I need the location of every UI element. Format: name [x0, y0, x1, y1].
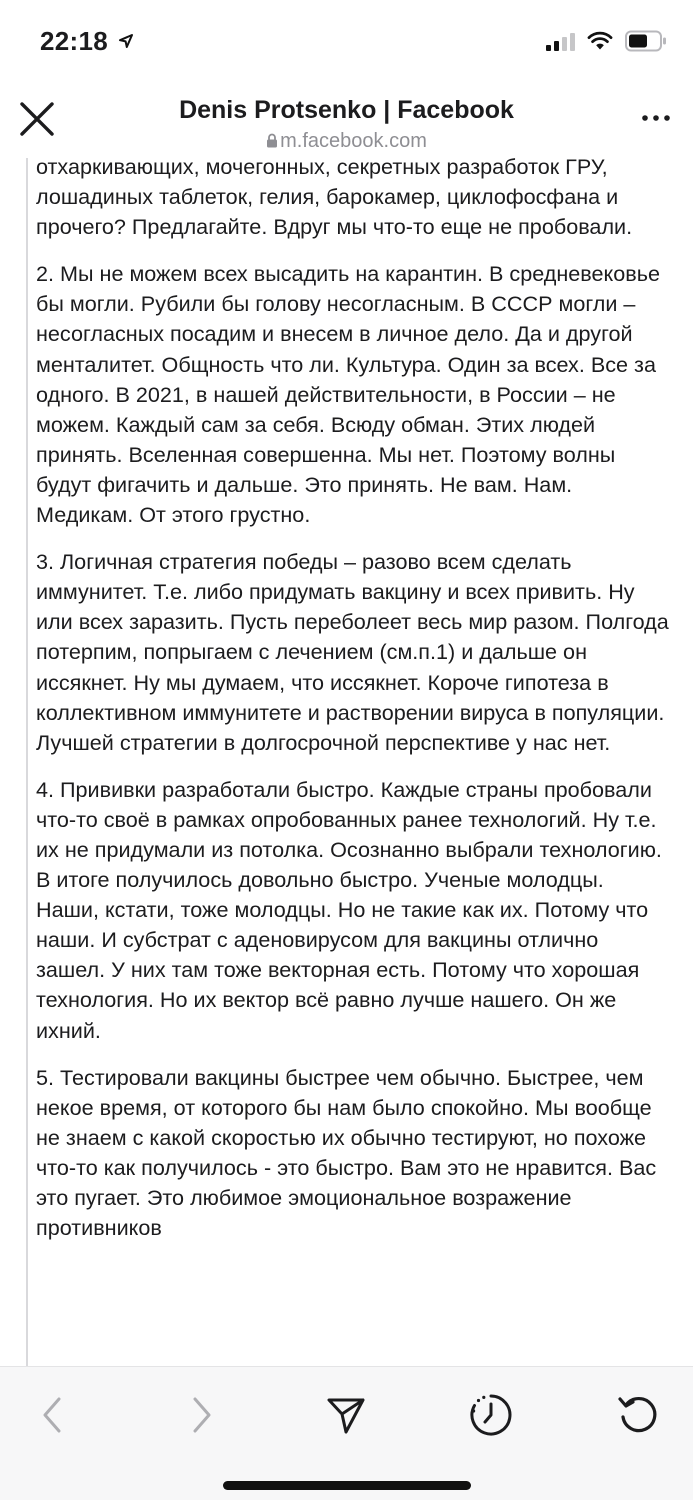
page-title: Denis Protsenko | Facebook	[179, 96, 514, 124]
more-icon	[641, 106, 671, 126]
forward-icon	[185, 1395, 215, 1435]
url-text: m.facebook.com	[280, 130, 427, 152]
history-button[interactable]	[467, 1391, 515, 1439]
browser-toolbar	[0, 1366, 693, 1500]
post-paragraph-1: 2. Мы не можем всех высадить на карантин. В средневековье бы могли. Рубили бы голову несогласным. В СССР могли – несогласных посадим и внесем в личное дело. Да и другой менталитет. Общность что ли. Культура. Один за всех. Все за одного. В 2021, в нашей действительности, в России – не можем. Каждый сам за себя. Всюду обман. Этих людей принять. Вселенная совершенна. Мы нет. Поэтому волны будут фигачить и дальше. Это принять. Не вам. Нам. Медикам. От этого грустно.	[36, 261, 660, 528]
status-bar	[0, 0, 693, 88]
post-text	[36, 158, 672, 1255]
post-content[interactable]	[0, 158, 693, 1366]
share-button[interactable]	[322, 1391, 370, 1439]
post-paragraph-4: 5. Тестировали вакцины быстрее чем обычно. Быстрее, чем некое время, от которого бы нам было спокойно. Мы вообще не знаем с какой скоростью их обычно тестируют, но похоже что-то как получилось - это быстро. Вам это не нравится. Вас это пугает. Это любимое эмоциональное возражение противников	[36, 1064, 657, 1241]
post-paragraph-3: 4. Прививки разработали быстро. Каждые страны пробовали что-то своё в рамках опробованных ранее технологий. Ну т.е. их не придумали из потолка. Осознанно выбрали технологию. В итоге получилось довольно быстро. Ученые молодцы. Наши, кстати, тоже молодцы. Но не такие как их. Потому что наши. И субстрат с аденовирусом для вакцины отлично зашел. У них там тоже векторная есть. Потому что хорошая технология. Но их вектор всё равно лучше нашего. Он же ихний.	[36, 776, 662, 1043]
home-indicator[interactable]	[223, 1481, 471, 1490]
lock-icon	[266, 133, 278, 148]
wifi-icon	[587, 31, 613, 51]
battery-icon	[625, 30, 667, 52]
quote-divider	[26, 158, 28, 1366]
history-icon	[468, 1392, 514, 1438]
forward-button[interactable]	[176, 1391, 224, 1439]
reload-button[interactable]	[614, 1391, 662, 1439]
reload-icon	[616, 1393, 660, 1437]
post-paragraph-2: 3. Логичная стратегия победы – разово всем сделать иммунитет. Т.е. либо придумать вакцину и всех привить. Ну или всех заразить. Пусть переболеет весь мир разом. Полгода потерпим, попрыгаем с лечением (см.п.1) и дальше он иссякнет. Ну мы думаем, что иссякнет. Короче гипотеза в коллективном иммунитете и растворении вируса в популяции. Лучшей стратегии в долгосрочной перспективе у нас нет.	[36, 549, 669, 755]
status-icons	[546, 30, 667, 52]
share-icon	[325, 1394, 367, 1436]
more-button[interactable]	[641, 106, 671, 126]
location-arrow-icon	[118, 33, 134, 49]
back-button[interactable]	[30, 1391, 78, 1439]
browser-nav-bar	[0, 88, 693, 160]
back-icon	[39, 1395, 69, 1435]
post-paragraph-0: отхаркивающих, мочегонных, секретных разработок ГРУ, лошадиных таблеток, гелия, барокамер, циклофосфана и прочего? Предлагайте. Вдруг мы что-то еще не пробовали.	[36, 158, 633, 240]
status-time: 22:18	[40, 26, 108, 56]
url-display[interactable]	[0, 130, 693, 153]
cellular-signal-icon	[546, 31, 575, 51]
